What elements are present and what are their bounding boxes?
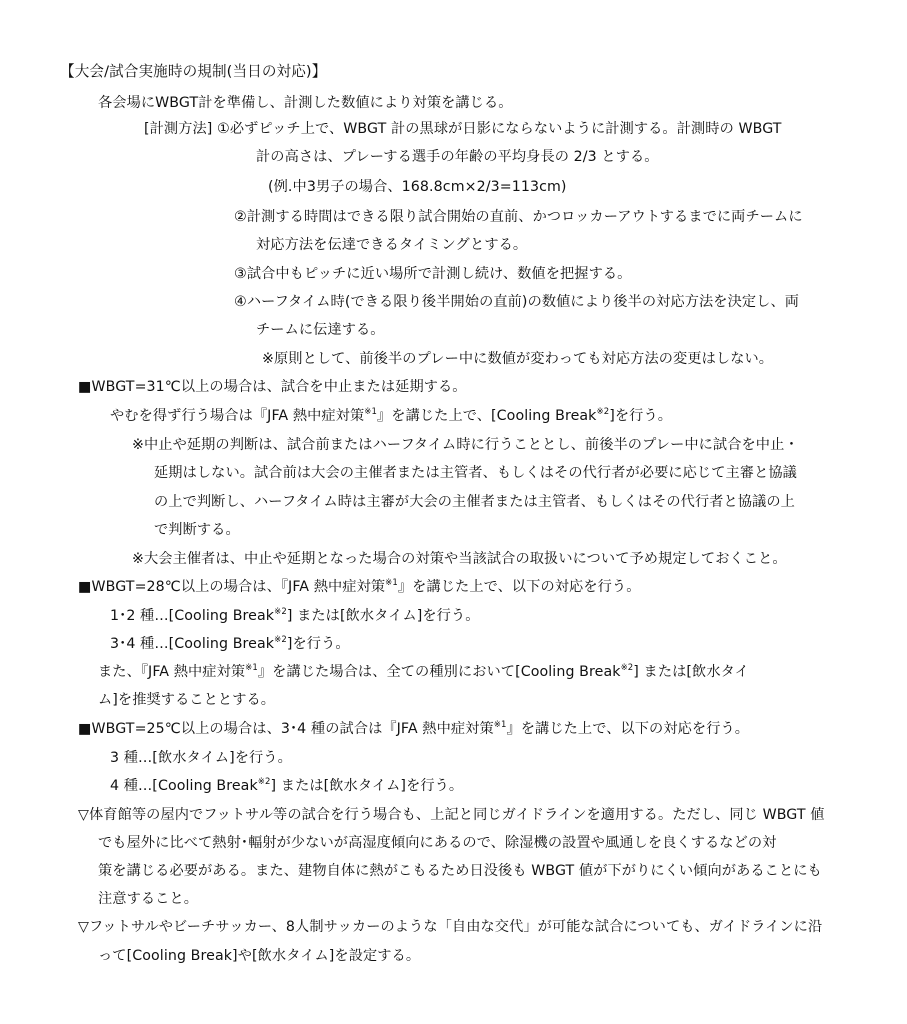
rule-heading-28: ■WBGT=28℃以上の場合は、『JFA 熱中症対策$^{※1}$』を講じた上で、以下の対応を行う。 bbox=[78, 578, 641, 595]
rule-item-line: 4 種…[Cooling Break$^{※2}$] または[飲水タイム]を行う。 bbox=[110, 777, 464, 794]
rule-line: ム]を推奨することとする。 bbox=[98, 692, 276, 708]
indoor-note-line: ▽体育館等の屋内でフットサル等の試合を行う場合も、上記と同じガイドラインを適用する。ただし、同じ WBGT 値 bbox=[78, 807, 825, 823]
rule-heading-25: ■WBGT=25℃以上の場合は、3･4 種の試合は『JFA 熱中症対策$^{※1}$』を講じた上で、以下の対応を行う。 bbox=[78, 720, 750, 737]
method-line: [計測方法] ①必ずピッチ上で、WBGT 計の黒球が日影にならないように計測する。計測時の WBGT bbox=[144, 121, 782, 137]
indoor-note-line: 策を講じる必要がある。また、建物自体に熱がこもるため日没後も WBGT 値が下がりにくい傾向があることにも bbox=[98, 863, 822, 879]
method-line: チームに伝達する。 bbox=[256, 322, 385, 338]
rule-item-line: 3･4 種…[Cooling Break$^{※2}$]を行う。 bbox=[110, 635, 350, 652]
rule-item-line: 3 種…[飲水タイム]を行う。 bbox=[110, 750, 292, 766]
rule-note-line: で判断する。 bbox=[154, 522, 240, 538]
method-line: 計の高さは、プレーする選手の年齢の平均身長の 2/3 とする。 bbox=[256, 149, 659, 165]
method-line: 対応方法を伝達できるタイミングとする。 bbox=[256, 237, 528, 253]
intro-line: 各会場にWBGT計を準備し、計測した数値により対策を講じる。 bbox=[98, 95, 513, 111]
rule-line: また、『JFA 熱中症対策$^{※1}$』を講じた場合は、全ての種別において[Cooling Break$^{※2}$] または[飲水タイ bbox=[98, 663, 749, 680]
method-line: ④ハーフタイム時(できる限り後半開始の直前)の数値により後半の対応方法を決定し、両 bbox=[234, 294, 800, 310]
rule-line: やむを得ず行う場合は『JFA 熱中症対策$^{※1}$』を講じた上で、[Cooling Break$^{※2}$]を行う。 bbox=[110, 407, 673, 424]
rule-note-line: ※大会主催者は、中止や延期となった場合の対策や当該試合の取扱いについて予め規定しておくこと。 bbox=[132, 551, 787, 567]
substitution-note-line: ▽フットサルやビーチサッカー、8人制サッカーのような「自由な交代」が可能な試合についても、ガイドラインに沿 bbox=[78, 919, 823, 935]
indoor-note-line: 注意すること。 bbox=[98, 891, 199, 907]
method-note-line: ※原則として、前後半のプレー中に数値が変わっても対応方法の変更はしない。 bbox=[262, 351, 774, 367]
rule-note-line: の上で判断し、ハーフタイム時は主審が大会の主催者または主管者、もしくはその代行者と協議の上 bbox=[154, 494, 795, 510]
substitution-note-line: って[Cooling Break]や[飲水タイム]を設定する。 bbox=[98, 948, 421, 964]
method-line: ③試合中もピッチに近い場所で計測し続け、数値を把握する。 bbox=[234, 266, 632, 282]
rule-note-line: ※中止や延期の判断は、試合前またはハーフタイム時に行うこととし、前後半のプレー中に試合を中止・ bbox=[132, 437, 799, 453]
section-title: 【大会/試合実施時の規制(当日の対応)】 bbox=[60, 63, 327, 80]
rule-item-line: 1･2 種…[Cooling Break$^{※2}$] または[飲水タイム]を行う。 bbox=[110, 607, 480, 624]
method-example-line: (例.中3男子の場合、168.8cm×2/3=113cm) bbox=[268, 179, 567, 195]
rule-heading-31: ■WBGT=31℃以上の場合は、試合を中止または延期する。 bbox=[78, 379, 467, 395]
method-line: ②計測する時間はできる限り試合開始の直前、かつロッカーアウトするまでに両チームに bbox=[234, 209, 803, 225]
indoor-note-line: でも屋外に比べて熱射･輻射が少ないが高湿度傾向にあるので、除湿機の設置や風通しを良くするなどの対 bbox=[98, 835, 777, 851]
rule-note-line: 延期はしない。試合前は大会の主催者または主管者、もしくはその代行者が必要に応じて主審と協議 bbox=[154, 465, 797, 481]
